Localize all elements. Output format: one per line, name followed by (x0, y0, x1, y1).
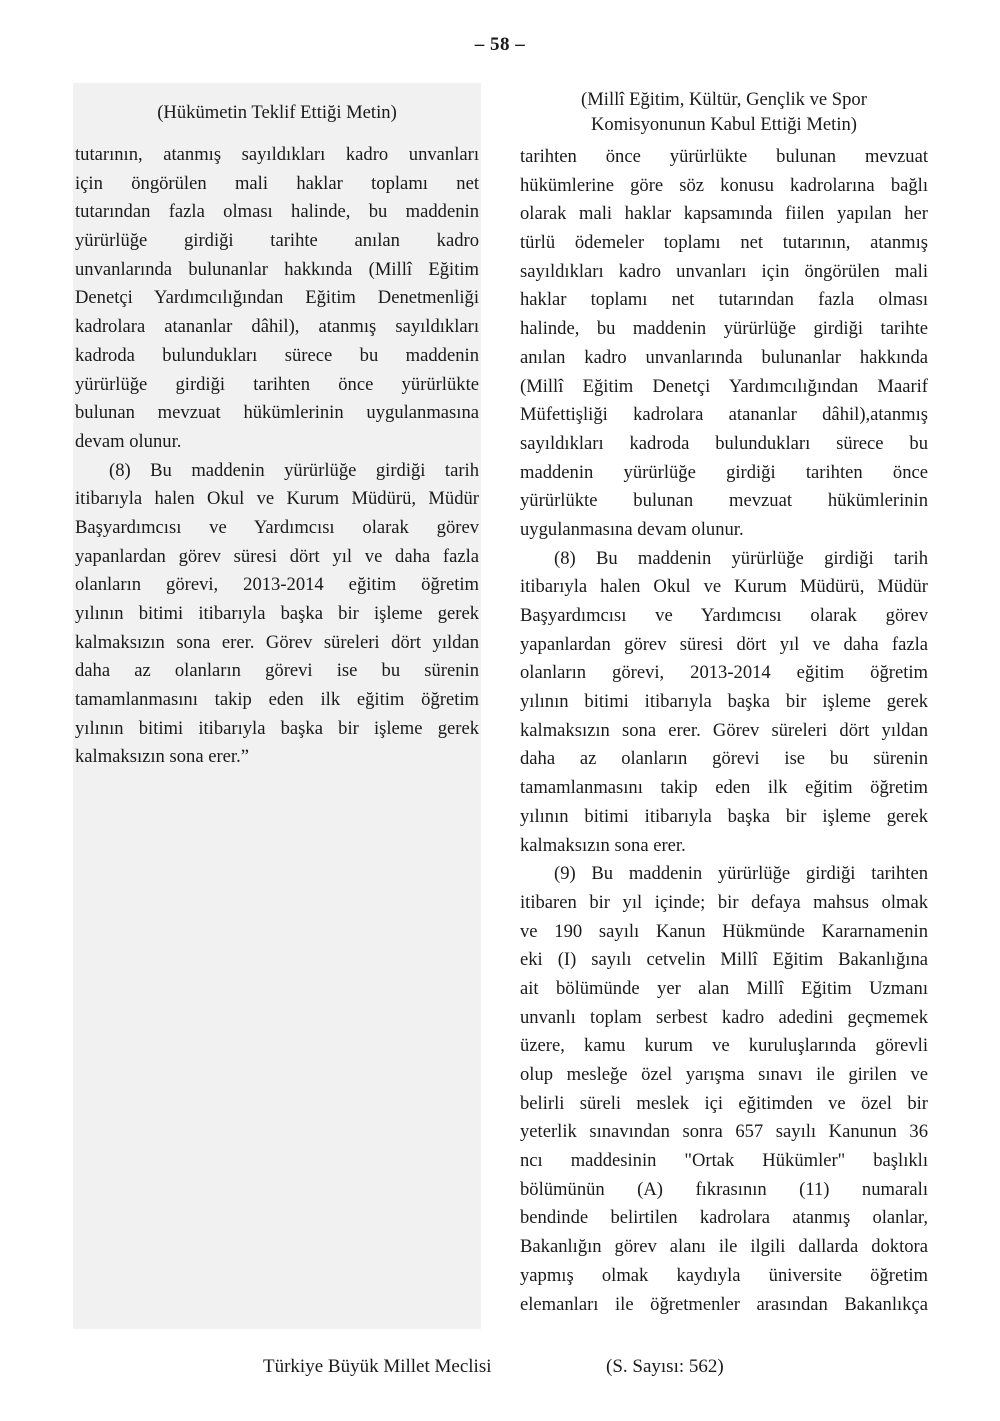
text-line: yapanlardan görev süresi dört yıl ve daha fazla (520, 633, 928, 655)
text-line: halinde, bu maddenin yürürlüğe girdiği tarihte (520, 318, 928, 340)
left-column-header (75, 83, 479, 141)
text-line: sayıldıkları kadroda bulundukları sürece bu (520, 432, 928, 454)
text-line: kalmaksızın sona erer.” (75, 746, 249, 768)
right-column-header-line-2: Komisyonunun Kabul Ettiği Metin) (591, 114, 857, 135)
text-line: yürürlüğe girdiği tarihten önce yürürlükte (75, 373, 479, 395)
text-line: belirli süreli meslek içi eğitimden ve özel bir (520, 1092, 928, 1114)
text-line: kalmaksızın sona erer. Görev süreleri dört yıldan (75, 631, 479, 653)
text-line: bölümünün (A) fıkrasının (11) numaralı (520, 1178, 928, 1200)
text-line: olarak mali haklar kapsamında fiilen yapılan her (520, 203, 928, 225)
text-line: ait bölümünde yer alan Millî Eğitim Uzmanı (520, 977, 928, 999)
text-line: eki (I) sayılı cetvelin Millî Eğitim Bakanlığına (520, 949, 928, 971)
text-line: Denetçi Yardımcılığından Eğitim Denetmenliği (75, 287, 479, 309)
text-line: elemanları ile öğretmenler arasından Bakanlıkça (520, 1293, 928, 1315)
text-line: kadrolara atananlar dâhil), atanmış sayıldıkları (75, 316, 479, 338)
text-line: yapmış olmak kaydıyla üniversite öğretim (520, 1264, 928, 1286)
text-line: maddenin yürürlüğe girdiği tarihten önce (520, 461, 928, 483)
text-line: tamamlanmasını takip eden ilk eğitim öğretim (520, 777, 928, 799)
text-line: ncı maddesinin "Ortak Hükümler" başlıklı (520, 1150, 928, 1172)
text-line: yürürlükte bulunan mevzuat hükümlerinin (520, 490, 928, 512)
footer-institution: Türkiye Büyük Millet Meclisi (263, 1356, 492, 1377)
text-line: haklar toplamı net tutarından fazla olması (520, 289, 928, 311)
text-line: daha az olanların görevi ise bu sürenin (520, 748, 928, 770)
text-line: yeterlik sınavından sonra 657 sayılı Kanunun 36 (520, 1121, 928, 1143)
text-line: bendinde belirtilen kadrolara atanmış olanlar, (520, 1207, 928, 1229)
text-line: (Millî Eğitim Denetçi Yardımcılığından Maarif (520, 375, 928, 397)
text-line: yapanlardan görev süresi dört yıl ve daha fazla (75, 545, 479, 567)
text-line: anılan kadro unvanlarında bulunanlar hakkında (520, 346, 928, 368)
text-line: bulunan mevzuat hükümlerinin uygulanmasına (75, 402, 479, 424)
right-column-body (520, 143, 928, 1319)
left-column-header-text: (Hükümetin Teklif Ettiği Metin) (157, 101, 397, 123)
text-line: unvanlı toplam serbest kadro adedini geçmemek (520, 1006, 928, 1028)
text-line: Bakanlığın görev alanı ile ilgili dallarda doktora (520, 1236, 928, 1258)
text-line: Müfettişliği kadrolara atananlar dâhil),atanmış (520, 404, 928, 426)
text-line: yılının bitimi itibarıyla başka bir işleme gerek (75, 717, 479, 739)
text-line: için öngörülen mali haklar toplamı net (75, 172, 479, 194)
text-line: daha az olanların görevi ise bu sürenin (75, 660, 479, 682)
text-line: Başyardımcısı ve Yardımcısı olarak görev (520, 605, 928, 626)
paragraph-9-start: (9) Bu maddenin yürürlüğe girdiği tarihten (554, 863, 928, 885)
text-line: hükümlerine göre söz konusu kadrolarına bağlı (520, 174, 928, 196)
text-line: itibaren bir yıl içinde; bir defaya mahsus olmak (520, 891, 928, 913)
page-number: – 58 – (474, 34, 526, 55)
text-line: unvanlarında bulunanlar hakkında (Millî Eğitim (75, 258, 479, 280)
text-line: yılının bitimi itibarıyla başka bir işleme gerek (520, 691, 928, 713)
text-line: tutarından fazla olması halinde, bu maddenin (75, 201, 479, 223)
text-line: olanların görevi, 2013-2014 eğitim öğretim (520, 662, 928, 684)
text-line: olanların görevi, 2013-2014 eğitim öğretim (75, 574, 479, 596)
text-line: sayıldıkları kadro unvanları için öngörülen mali (520, 260, 928, 282)
text-line: itibarıyla halen Okul ve Kurum Müdürü, Müdür (520, 576, 928, 598)
text-line: olup mesleğe özel yarışma sınavı ile girilen ve (520, 1064, 928, 1085)
footer-issue-number: (S. Sayısı: 562) (606, 1356, 724, 1377)
text-line: ve 190 sayılı Kanun Hükmünde Kararnamenin (520, 920, 928, 942)
commission-accepted-text-column (520, 83, 928, 1319)
paragraph-8-start: (8) Bu maddenin yürürlüğe girdiği tarih (109, 459, 479, 481)
text-line: kadroda bulundukları sürece bu maddenin (75, 344, 479, 366)
paragraph-8-start: (8) Bu maddenin yürürlüğe girdiği tarih (554, 547, 928, 569)
text-line: tutarının, atanmış sayıldıkları kadro unvanları (75, 144, 479, 165)
text-line: kalmaksızın sona erer. Görev süreleri dört yıldan (520, 719, 928, 741)
text-line: yürürlüğe girdiği tarihte anılan kadro (75, 230, 479, 252)
left-column-body (75, 141, 479, 772)
text-line: tarihten önce yürürlükte bulunan mevzuat (520, 146, 928, 167)
text-line: yılının bitimi itibarıyla başka bir işleme gerek (520, 805, 928, 827)
text-line: tamamlanmasını takip eden ilk eğitim öğretim (75, 689, 479, 711)
text-line: yılının bitimi itibarıyla başka bir işleme gerek (75, 603, 479, 624)
text-line: Başyardımcısı ve Yardımcısı olarak görev (75, 516, 479, 538)
right-column-header-line-1: (Millî Eğitim, Kültür, Gençlik ve Spor (581, 89, 867, 110)
text-line: türlü ödemeler toplamı net tutarının, atanmış (520, 232, 928, 254)
text-line: kalmaksızın sona erer. (520, 834, 686, 856)
text-line: itibarıyla halen Okul ve Kurum Müdürü, Müdür (75, 488, 479, 510)
government-proposed-text-column (75, 83, 479, 772)
text-line: üzere, kamu kurum ve kuruluşlarında görevli (520, 1035, 928, 1057)
text-line: devam olunur. (75, 430, 182, 452)
text-line: uygulanmasına devam olunur. (520, 518, 744, 540)
right-column-header (520, 81, 928, 143)
